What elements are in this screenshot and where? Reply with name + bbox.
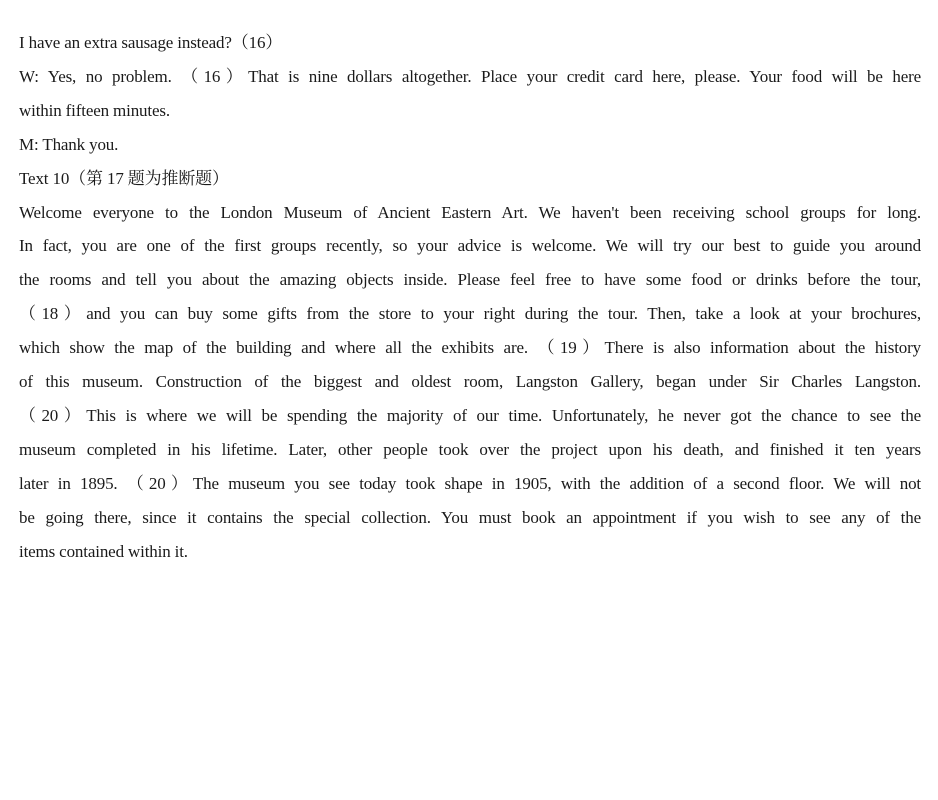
paragraph-line-2: In fact, you are one of the first groups recently, so your advice is welcome. We will try our best to guide you around — [19, 236, 921, 256]
text-line-man-thanks: M: Thank you. — [19, 134, 119, 154]
document-page — [19, 26, 921, 569]
text-line-question-end: I have an extra sausage instead?（16） — [19, 33, 283, 52]
paragraph-line-10: be going there, since it contains the special collection. You must book an appointment if you wish to see any of the — [19, 507, 921, 527]
paragraph-line-1: Welcome everyone to the London Museum of Ancient Eastern Art. We haven't been receiving school groups for long. — [19, 202, 921, 222]
paragraph-line-6: of this museum. Construction of the biggest and oldest room, Langston Gallery, began under Sir Charles Langston. — [19, 372, 921, 392]
paragraph-line-8: museum completed in his lifetime. Later, other people took over the project upon his death, and finished it ten years — [19, 439, 921, 459]
paragraph-line-7: （20）This is where we will be spending the majority of our time. Unfortunately, he never got the chance to see the — [19, 405, 921, 425]
paragraph-line-11: items contained within it. — [19, 541, 188, 561]
section-heading-text-10: Text 10（第 17 题为推断题） — [19, 168, 229, 188]
paragraph-line-4: （18）and you can buy some gifts from the store to your right during the tour. Then, take a look at your brochures, — [19, 304, 921, 324]
paragraph-line-9: later in 1895. （20）The museum you see today took shape in 1905, with the addition of a second floor. We will not — [19, 473, 921, 493]
text-line-woman-reply: W: Yes, no problem. （16）That is nine dollars altogether. Place your credit card here, please. Your food will be here — [19, 66, 921, 86]
paragraph-line-5: which show the map of the building and where all the exhibits are. （19）There is also information about the history — [19, 338, 921, 358]
paragraph-line-3: the rooms and tell you about the amazing objects inside. Please feel free to have some food or drinks before the tour, — [19, 270, 921, 290]
text-line-woman-reply-cont: within fifteen minutes. — [19, 100, 170, 120]
